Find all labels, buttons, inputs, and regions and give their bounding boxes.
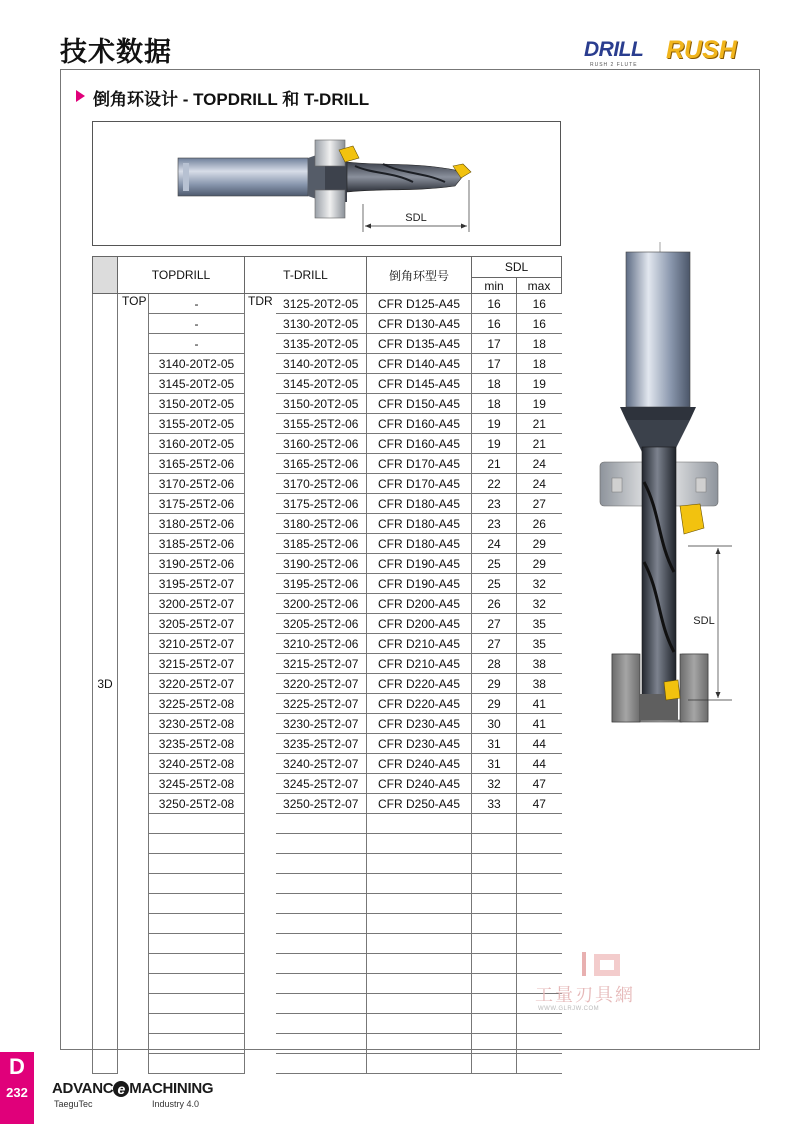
- logo-subtitle: RUSH 2 FLUTE: [590, 62, 638, 68]
- chamfer-cell: CFR D190-A45: [367, 554, 472, 574]
- chamfer-cell: [367, 854, 472, 874]
- topdrill-cell: 3180-25T2-06: [149, 514, 245, 534]
- sdl-max-cell: 47: [517, 774, 562, 794]
- topdrill-cell: [149, 914, 245, 934]
- watermark: [532, 948, 672, 1018]
- table-row: [93, 734, 562, 754]
- sdl-max-header: max: [517, 278, 562, 294]
- sdl-max-cell: 35: [517, 634, 562, 654]
- sdl-min-cell: 21: [472, 454, 517, 474]
- topdrill-cell: 3220-25T2-07: [149, 674, 245, 694]
- sdl-max-cell: 26: [517, 514, 562, 534]
- topdrill-cell: 3210-25T2-07: [149, 634, 245, 654]
- sdl-min-cell: 19: [472, 434, 517, 454]
- tdrill-cell: 3170-25T2-06: [276, 474, 367, 494]
- topdrill-cell: 3145-20T2-05: [149, 374, 245, 394]
- chamfer-cell: CFR D250-A45: [367, 794, 472, 814]
- topdrill-cell: 3175-25T2-06: [149, 494, 245, 514]
- chamfer-cell: CFR D230-A45: [367, 714, 472, 734]
- topdrill-cell: -: [149, 314, 245, 334]
- tdrill-cell: 3245-25T2-07: [276, 774, 367, 794]
- table-row: [93, 934, 562, 954]
- topdrill-cell: 3160-20T2-05: [149, 434, 245, 454]
- sdl-min-cell: 25: [472, 554, 517, 574]
- tdrill-cell: [276, 994, 367, 1014]
- drill-front-illustration: [598, 242, 738, 724]
- chamfer-cell: [367, 934, 472, 954]
- sdl-min-cell: [472, 994, 517, 1014]
- sdl-max-cell: 18: [517, 354, 562, 374]
- sdl-min-cell: 28: [472, 654, 517, 674]
- tdrill-cell: [276, 1014, 367, 1034]
- chamfer-cell: CFR D170-A45: [367, 454, 472, 474]
- topdrill-cell: 3205-25T2-07: [149, 614, 245, 634]
- table-row: [93, 634, 562, 654]
- tdrill-cell: 3125-20T2-05: [276, 294, 367, 314]
- sdl-max-cell: [517, 914, 562, 934]
- sdl-min-cell: 17: [472, 354, 517, 374]
- chamfer-cell: CFR D150-A45: [367, 394, 472, 414]
- chamfer-cell: [367, 974, 472, 994]
- table-row: [93, 714, 562, 734]
- sdl-min-cell: 23: [472, 494, 517, 514]
- top-prefix-cell: TOP: [118, 294, 149, 1074]
- topdrill-cell: -: [149, 294, 245, 314]
- chamfer-cell: CFR D180-A45: [367, 514, 472, 534]
- tdrill-cell: 3195-25T2-06: [276, 574, 367, 594]
- tdrill-cell: 3160-25T2-06: [276, 434, 367, 454]
- chamfer-cell: CFR D240-A45: [367, 774, 472, 794]
- topdrill-cell: 3140-20T2-05: [149, 354, 245, 374]
- table-row: [93, 914, 562, 934]
- chamfer-cell: CFR D220-A45: [367, 694, 472, 714]
- tdrill-cell: [276, 834, 367, 854]
- sdl-max-cell: 27: [517, 494, 562, 514]
- chamfer-cell: [367, 894, 472, 914]
- chamfer-cell: [367, 1034, 472, 1054]
- table-row: [93, 474, 562, 494]
- chamfer-cell: CFR D160-A45: [367, 414, 472, 434]
- sdl-label-top: SDL: [405, 212, 427, 224]
- tdrill-cell: 3155-25T2-06: [276, 414, 367, 434]
- sdl-max-cell: 44: [517, 734, 562, 754]
- sdl-min-cell: 24: [472, 534, 517, 554]
- sdl-max-cell: 38: [517, 654, 562, 674]
- sdl-min-cell: 32: [472, 774, 517, 794]
- tdrill-cell: [276, 814, 367, 834]
- table-row: [93, 494, 562, 514]
- section-title: 倒角环设计 - TOPDRILL 和 T-DRILL: [93, 90, 370, 109]
- topdrill-cell: 3225-25T2-08: [149, 694, 245, 714]
- chamfer-cell: [367, 814, 472, 834]
- chamfer-cell: CFR D130-A45: [367, 314, 472, 334]
- table-row: [93, 774, 562, 794]
- tdrill-cell: [276, 1054, 367, 1074]
- tdrill-cell: [276, 894, 367, 914]
- tdrill-cell: 3200-25T2-06: [276, 594, 367, 614]
- table-row: [93, 974, 562, 994]
- chamfer-cell: [367, 914, 472, 934]
- sdl-max-cell: 32: [517, 594, 562, 614]
- section-letter: D: [9, 1054, 25, 1079]
- tdrill-cell: 3145-20T2-05: [276, 374, 367, 394]
- sdl-min-cell: 27: [472, 634, 517, 654]
- tdrill-cell: [276, 1034, 367, 1054]
- chamfer-header: 倒角环型号: [367, 257, 472, 294]
- sdl-min-cell: [472, 1054, 517, 1074]
- topdrill-cell: 3235-25T2-08: [149, 734, 245, 754]
- table-row: [93, 674, 562, 694]
- drill-front-diagram: [598, 242, 738, 724]
- topdrill-cell: [149, 874, 245, 894]
- tdrill-cell: 3235-25T2-07: [276, 734, 367, 754]
- table-row: [93, 694, 562, 714]
- sdl-header: SDL: [472, 257, 562, 278]
- sdl-min-cell: 18: [472, 394, 517, 414]
- chamfer-cell: CFR D125-A45: [367, 294, 472, 314]
- table-row: [93, 594, 562, 614]
- logo-rush-text: RUSH: [666, 36, 737, 64]
- chamfer-cell: [367, 874, 472, 894]
- table-row: [93, 814, 562, 834]
- drill-side-diagram: [92, 121, 561, 246]
- topdrill-cell: 3215-25T2-07: [149, 654, 245, 674]
- chamfer-cell: [367, 1014, 472, 1034]
- sdl-max-cell: [517, 874, 562, 894]
- table-row: [93, 314, 562, 334]
- chamfer-cell: CFR D200-A45: [367, 614, 472, 634]
- chamfer-cell: CFR D170-A45: [367, 474, 472, 494]
- logo-taegutec: TaeguTec: [54, 1099, 93, 1109]
- chamfer-cell: CFR D210-A45: [367, 654, 472, 674]
- sdl-min-header: min: [472, 278, 517, 294]
- chamfer-cell: CFR D190-A45: [367, 574, 472, 594]
- topdrill-cell: 3150-20T2-05: [149, 394, 245, 414]
- sdl-min-cell: [472, 814, 517, 834]
- logo-industry: Industry 4.0: [152, 1099, 200, 1109]
- chamfer-cell: CFR D160-A45: [367, 434, 472, 454]
- sdl-max-cell: 47: [517, 794, 562, 814]
- sdl-max-cell: 32: [517, 574, 562, 594]
- page-tab: [0, 1052, 34, 1124]
- chamfer-cell: [367, 834, 472, 854]
- topdrill-cell: [149, 974, 245, 994]
- sdl-max-cell: [517, 814, 562, 834]
- sdl-min-cell: [472, 934, 517, 954]
- chamfer-cell: CFR D145-A45: [367, 374, 472, 394]
- tdrill-cell: 3220-25T2-07: [276, 674, 367, 694]
- chamfer-cell: [367, 1054, 472, 1074]
- tdrill-cell: [276, 874, 367, 894]
- sdl-min-cell: 27: [472, 614, 517, 634]
- sdl-min-cell: 22: [472, 474, 517, 494]
- sdl-min-cell: 26: [472, 594, 517, 614]
- sdl-min-cell: 31: [472, 754, 517, 774]
- topdrill-cell: [149, 934, 245, 954]
- sdl-max-cell: [517, 1054, 562, 1074]
- topdrill-cell: 3245-25T2-08: [149, 774, 245, 794]
- topdrill-cell: 3155-20T2-05: [149, 414, 245, 434]
- sdl-max-cell: 16: [517, 314, 562, 334]
- sdl-max-cell: 16: [517, 294, 562, 314]
- drill-side-illustration: [93, 122, 560, 245]
- topdrill-cell: 3170-25T2-06: [149, 474, 245, 494]
- topdrill-cell: [149, 854, 245, 874]
- tdrill-cell: [276, 954, 367, 974]
- chamfer-cell: [367, 994, 472, 1014]
- table-row: [93, 414, 562, 434]
- table-row: [93, 954, 562, 974]
- chamfer-ring-table: [92, 256, 562, 1074]
- sdl-min-cell: 17: [472, 334, 517, 354]
- tdrill-cell: 3230-25T2-07: [276, 714, 367, 734]
- sdl-max-cell: 35: [517, 614, 562, 634]
- sdl-max-cell: 29: [517, 554, 562, 574]
- table-row: [93, 574, 562, 594]
- sdl-min-cell: 16: [472, 294, 517, 314]
- sdl-max-cell: 19: [517, 394, 562, 414]
- table-row: [93, 654, 562, 674]
- logo-e: e: [113, 1081, 129, 1097]
- table-row: [93, 754, 562, 774]
- topdrill-cell: 3240-25T2-08: [149, 754, 245, 774]
- table-row: [93, 374, 562, 394]
- table-row: [93, 354, 562, 374]
- chamfer-cell: CFR D180-A45: [367, 494, 472, 514]
- tdrill-cell: 3250-25T2-07: [276, 794, 367, 814]
- chamfer-cell: CFR D230-A45: [367, 734, 472, 754]
- table-row: [93, 834, 562, 854]
- advance-machining-logo: [52, 1080, 222, 1114]
- drillrush-logo: [584, 38, 762, 68]
- chamfer-cell: CFR D210-A45: [367, 634, 472, 654]
- sdl-max-cell: 38: [517, 674, 562, 694]
- sdl-max-cell: [517, 834, 562, 854]
- sdl-max-cell: 29: [517, 534, 562, 554]
- sdl-max-cell: 44: [517, 754, 562, 774]
- tdrill-cell: 3185-25T2-06: [276, 534, 367, 554]
- watermark-url: WWW.GLRJW.COM: [538, 1006, 600, 1012]
- logo-left: ADVANC: [52, 1080, 114, 1097]
- topdrill-cell: [149, 954, 245, 974]
- sdl-min-cell: 19: [472, 414, 517, 434]
- topdrill-cell: [149, 894, 245, 914]
- table-row: [93, 854, 562, 874]
- tdrill-cell: 3140-20T2-05: [276, 354, 367, 374]
- depth-header: [93, 257, 118, 294]
- tdrill-cell: 3130-20T2-05: [276, 314, 367, 334]
- table-row: [93, 394, 562, 414]
- tdrill-cell: 3240-25T2-07: [276, 754, 367, 774]
- tdrill-cell: 3150-20T2-05: [276, 394, 367, 414]
- table-row: [93, 294, 562, 314]
- chamfer-cell: [367, 954, 472, 974]
- sdl-min-cell: [472, 1014, 517, 1034]
- sdl-min-cell: [472, 854, 517, 874]
- sdl-min-cell: 23: [472, 514, 517, 534]
- table-row: [93, 554, 562, 574]
- sdl-max-cell: 19: [517, 374, 562, 394]
- chamfer-cell: CFR D200-A45: [367, 594, 472, 614]
- sdl-min-cell: 30: [472, 714, 517, 734]
- watermark-text: 工量刃具網: [535, 985, 635, 1005]
- logo-right: MACHINING: [129, 1080, 214, 1097]
- table-row: [93, 894, 562, 914]
- tdrill-cell: 3190-25T2-06: [276, 554, 367, 574]
- table-row: [93, 614, 562, 634]
- page-title: 技术数据: [60, 37, 172, 67]
- tdrill-cell: [276, 854, 367, 874]
- topdrill-cell: -: [149, 334, 245, 354]
- table-row: [93, 1014, 562, 1034]
- table-row: [93, 874, 562, 894]
- sdl-min-cell: [472, 874, 517, 894]
- topdrill-cell: 3200-25T2-07: [149, 594, 245, 614]
- tdrill-cell: 3175-25T2-06: [276, 494, 367, 514]
- sdl-max-cell: [517, 894, 562, 914]
- topdrill-cell: 3195-25T2-07: [149, 574, 245, 594]
- sdl-max-cell: [517, 1034, 562, 1054]
- sdl-min-cell: [472, 894, 517, 914]
- topdrill-cell: 3250-25T2-08: [149, 794, 245, 814]
- tdrill-cell: 3215-25T2-07: [276, 654, 367, 674]
- tdr-prefix-cell: TDR: [248, 294, 273, 308]
- table-row: [93, 514, 562, 534]
- tdrill-cell: 3165-25T2-06: [276, 454, 367, 474]
- topdrill-cell: [149, 1014, 245, 1034]
- tdrill-cell: [276, 914, 367, 934]
- topdrill-cell: [149, 994, 245, 1014]
- tdrill-cell: [276, 934, 367, 954]
- sdl-min-cell: [472, 834, 517, 854]
- table-row: [93, 994, 562, 1014]
- logo-main: [52, 1080, 213, 1097]
- sdl-min-cell: [472, 1034, 517, 1054]
- sdl-min-cell: [472, 914, 517, 934]
- topdrill-header: TOPDRILL: [118, 257, 245, 294]
- depth-cell: 3D: [93, 294, 118, 1074]
- sdl-max-cell: 41: [517, 714, 562, 734]
- sdl-min-cell: 18: [472, 374, 517, 394]
- tdrill-cell: 3135-20T2-05: [276, 334, 367, 354]
- triangle-marker-icon: [76, 90, 85, 102]
- topdrill-cell: 3185-25T2-06: [149, 534, 245, 554]
- chamfer-cell: CFR D240-A45: [367, 754, 472, 774]
- sdl-min-cell: 29: [472, 694, 517, 714]
- watermark-logo-icon: [580, 948, 630, 980]
- tdrill-cell: 3205-25T2-06: [276, 614, 367, 634]
- sdl-min-cell: 31: [472, 734, 517, 754]
- table-row: [93, 434, 562, 454]
- sdl-max-cell: 21: [517, 414, 562, 434]
- sdl-min-cell: [472, 954, 517, 974]
- sdl-min-cell: 25: [472, 574, 517, 594]
- tdrill-cell: 3225-25T2-07: [276, 694, 367, 714]
- sdl-label-right: SDL: [693, 615, 715, 627]
- sdl-max-cell: [517, 854, 562, 874]
- topdrill-cell: 3230-25T2-08: [149, 714, 245, 734]
- sdl-max-cell: 41: [517, 694, 562, 714]
- tdrill-header: T-DRILL: [245, 257, 367, 294]
- chamfer-cell: CFR D140-A45: [367, 354, 472, 374]
- chamfer-cell: CFR D180-A45: [367, 534, 472, 554]
- table-row: [93, 454, 562, 474]
- tdrill-cell: 3210-25T2-06: [276, 634, 367, 654]
- sdl-max-cell: 21: [517, 434, 562, 454]
- tdrill-cell: 3180-25T2-06: [276, 514, 367, 534]
- tdrill-cell: [276, 974, 367, 994]
- table-row: [93, 1054, 562, 1074]
- sdl-min-cell: 29: [472, 674, 517, 694]
- sdl-max-cell: 24: [517, 474, 562, 494]
- topdrill-cell: [149, 834, 245, 854]
- table-row: [93, 1034, 562, 1054]
- topdrill-cell: 3165-25T2-06: [149, 454, 245, 474]
- sdl-min-cell: 16: [472, 314, 517, 334]
- topdrill-cell: 3190-25T2-06: [149, 554, 245, 574]
- sdl-max-cell: 18: [517, 334, 562, 354]
- table-row: [93, 794, 562, 814]
- table-row: [93, 534, 562, 554]
- page-number: 232: [6, 1085, 28, 1100]
- sdl-max-cell: 24: [517, 454, 562, 474]
- logo-drill-text: DRILL: [584, 38, 644, 61]
- chamfer-cell: CFR D220-A45: [367, 674, 472, 694]
- topdrill-cell: [149, 1054, 245, 1074]
- sdl-min-cell: 33: [472, 794, 517, 814]
- topdrill-cell: [149, 1034, 245, 1054]
- chamfer-cell: CFR D135-A45: [367, 334, 472, 354]
- topdrill-cell: [149, 814, 245, 834]
- table-row: [93, 334, 562, 354]
- sdl-min-cell: [472, 974, 517, 994]
